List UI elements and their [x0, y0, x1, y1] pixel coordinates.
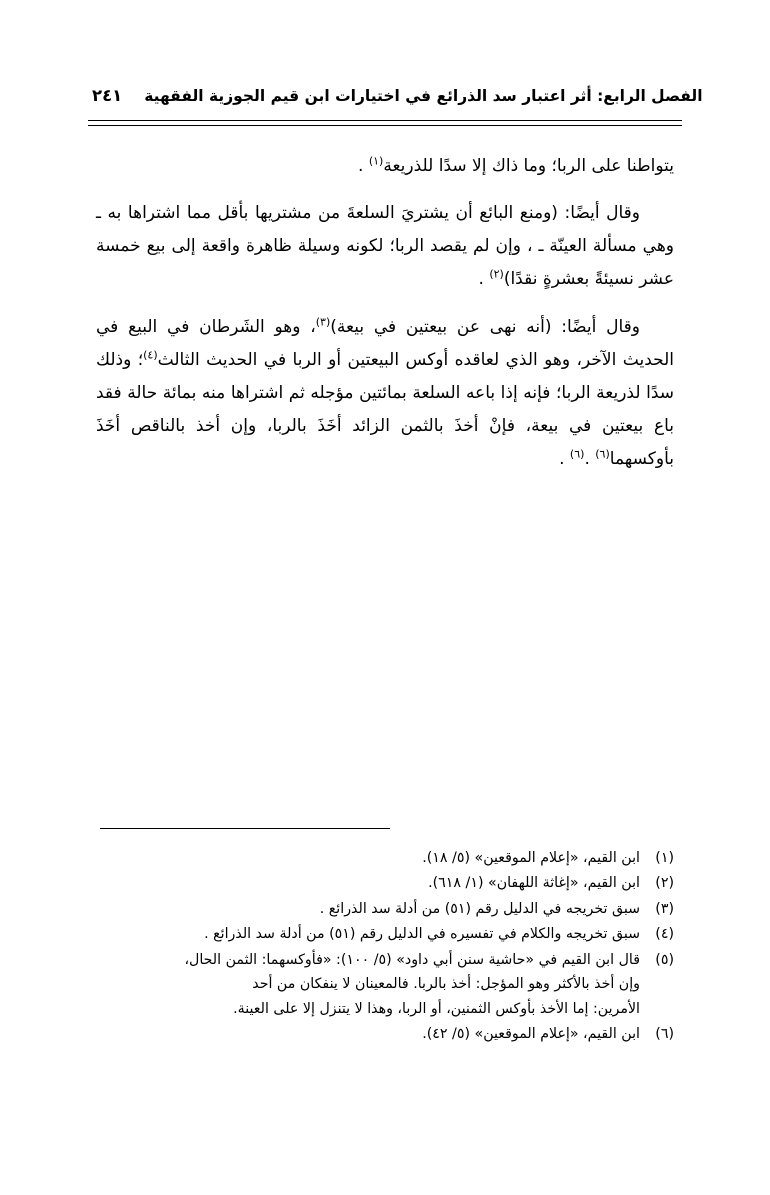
paragraph-2-text: وقال أيضًا: (ومنع البائع أن يشتريَ السلعةَ من مشتريها بأقل مما اشتراها به ـ وهي مسألة العينّة ـ ، وإن لم يقصد الربا؛ لكونه وسيلة ظاهرة واقعة إلى بيع خمسة عشر نسيئةً بعشرةٍ نقدًا): [96, 203, 674, 290]
footnote-text: سبق تخريجه في الدليل رقم (٥١) من أدلة سد الذرائع .: [319, 900, 640, 917]
footnote-item: [96, 948, 674, 1021]
page-header: [92, 86, 703, 106]
footnote-number: (٤): [655, 926, 674, 943]
paragraph-3-tail: ، وهو الشَرطان في البيع في الحديث الآخر، وهو الذي لعاقده أوكس البيعتين أو الربا في الحديث الثالث: [96, 316, 674, 370]
footnote-text-line: وإن أخذ بالأكثر وهو المؤجل: أخذ بالربا. فالمعينان لا ينفكان من أحد: [252, 976, 640, 993]
paragraph-2-tail: .: [478, 269, 490, 290]
paragraph-4-text: ؛ وذلك سدًا لذريعة الربا؛ فإنه إذا باعه السلعة بمائتين مؤجله ثم اشتراها منه بمائة حالة فقد باع بيعتين في بيعة، فإنْ أخذَ بالثمن الزائد أخَذَ بالربا، وإن أخذ بالناقص أخَذَ بأوكسهما: [96, 349, 674, 470]
footnote-text: قال ابن القيم في «حاشية سنن أبي داود» (٥/ ١٠٠): «فأوكسهما: الثمن الحال،: [184, 951, 640, 968]
paragraph-1: [96, 150, 674, 183]
header-double-rule: [88, 120, 682, 126]
footnote-marker-6: (٦): [569, 447, 585, 461]
footnote-number: (٢): [655, 875, 674, 892]
footnote-item: [96, 846, 674, 870]
footnote-text: ابن القيم، «إغاثة اللهفان» (١/ ٦١٨).: [428, 875, 640, 892]
paragraph-3-text: وقال أيضًا: (أنه نهى عن بيعتين في بيعة): [330, 316, 640, 337]
paragraph-4-tail: .: [584, 449, 596, 470]
footnote-text: ابن القيم، «إعلام الموقعين» (٥/ ٤٢).: [422, 1025, 640, 1042]
footnote-text: سبق تخريجه والكلام في تفسيره في الدليل رقم (٥١) من أدلة سد الذرائع .: [204, 926, 640, 943]
paragraph-3: [96, 311, 674, 477]
paragraph-2: [96, 197, 674, 296]
footnote-number: (٦): [655, 1025, 674, 1042]
paragraph-1-tail: .: [358, 156, 369, 176]
footnotes-block: [96, 846, 674, 1047]
footnote-number: (٥): [655, 951, 674, 968]
paragraph-4-end: .: [559, 449, 570, 470]
footnote-text: ابن القيم، «إعلام الموقعين» (٥/ ١٨).: [422, 850, 640, 866]
body-text: [96, 150, 674, 490]
paragraph-1-text: يتواطنا على الربا؛ وما ذاك إلا سدًا للذريعة: [383, 156, 674, 176]
page-number: ٢٤١: [92, 86, 123, 105]
footnote-marker-5: (٦): [595, 447, 610, 461]
footnote-number: (٣): [655, 900, 674, 917]
footnote-item: [96, 1022, 674, 1046]
footnote-marker-2: (٢): [489, 267, 504, 281]
header-title: الفصل الرابع: أثر اعتبار سد الذرائع في اختيارات ابن قيم الجوزية الفقهية: [144, 87, 703, 105]
footnote-item: [96, 871, 674, 895]
footnote-marker-1: (١): [368, 154, 384, 168]
footnote-separator: [100, 828, 390, 829]
footnote-number: (١): [655, 850, 674, 866]
footnote-item: [96, 922, 674, 946]
footnote-text-line: الأمرين: إما الأخذ بأوكس الثمنين، أو الربا، وهذا لا يتنزل إلا على العينة.: [233, 1000, 640, 1017]
footnote-marker-4: (٤): [143, 348, 158, 362]
footnote-item: [96, 897, 674, 921]
footnote-marker-3: (٣): [315, 314, 331, 328]
